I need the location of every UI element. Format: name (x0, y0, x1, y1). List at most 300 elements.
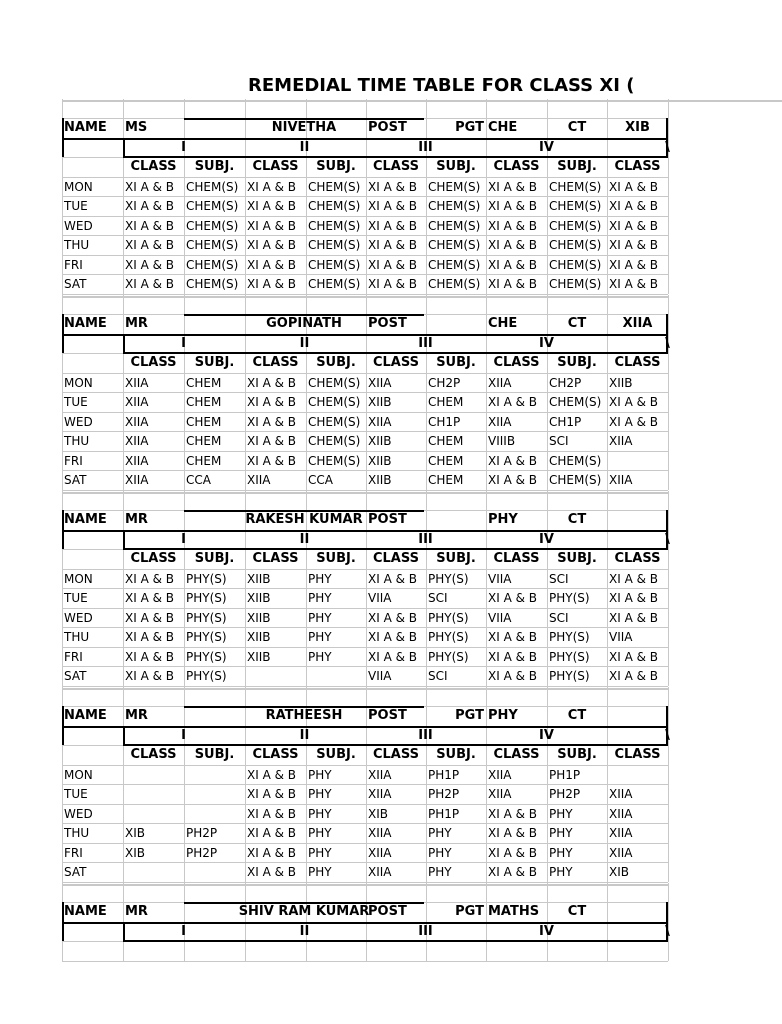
day-label: SAT (64, 865, 87, 879)
table-cell: XI A & B (368, 649, 418, 664)
table-cell: PHY(S) (549, 591, 590, 605)
period-number: II (299, 335, 310, 351)
class-header: CLASS (372, 747, 420, 762)
table-cell: XIIA (609, 787, 633, 801)
table-cell: PHY (549, 826, 573, 840)
day-row (62, 765, 782, 785)
table-cell: PHY (308, 630, 332, 644)
table-cell: PHY (308, 591, 332, 605)
ct-class: XIIA (622, 316, 653, 331)
table-cell: VIIA (488, 610, 512, 625)
period-row (62, 334, 782, 354)
day-row (62, 196, 782, 216)
table-cell (185, 804, 246, 824)
table-cell: XI A & B (488, 591, 538, 605)
table-cell: VIIA (368, 669, 392, 683)
table-cell: CHEM(S) (428, 238, 481, 252)
table-cell: XIIB (247, 571, 271, 586)
table-cell: CHEM(S) (308, 257, 361, 272)
grid-line (62, 688, 668, 690)
table-cell: PH2P (428, 787, 460, 801)
table-cell: CH2P (428, 375, 461, 390)
table-cell: XI A & B (488, 179, 538, 194)
post-label: POST (368, 316, 407, 331)
table-cell (608, 765, 669, 785)
table-cell: XI A & B (609, 238, 659, 252)
table-cell: CHEM(S) (308, 277, 361, 291)
table-cell: XIIA (488, 375, 512, 390)
table-cell (307, 666, 367, 686)
subj-header: SUBJ. (316, 355, 356, 370)
table-cell: XI A & B (488, 218, 538, 233)
day-label: MON (64, 571, 93, 586)
class-header: CLASS (252, 551, 299, 566)
table-cell: PH1P (549, 767, 581, 782)
table-cell: XI A & B (609, 218, 659, 233)
subj-header: SUBJ. (436, 159, 476, 174)
table-cell: CHEM(S) (186, 179, 239, 194)
day-row (62, 784, 782, 804)
table-cell: CHEM(S) (549, 277, 602, 291)
class-header: CLASS (130, 355, 177, 370)
table-cell: XIB (125, 826, 145, 840)
table-cell: CHEM(S) (308, 453, 361, 468)
table-cell: PHY(S) (549, 669, 590, 683)
table-cell: XI A & B (247, 414, 297, 429)
table-cell: PHY(S) (186, 630, 227, 644)
table-cell (608, 451, 669, 471)
day-label: WED (64, 218, 93, 233)
table-cell: CCA (308, 473, 333, 487)
day-label: TUE (64, 395, 88, 409)
day-row (62, 274, 782, 294)
table-cell: XI A & B (488, 277, 538, 291)
period-number: IV (539, 531, 554, 547)
subj-header: SUBJ. (316, 551, 356, 566)
class-header: CLASS (493, 355, 540, 370)
column-header-row (62, 549, 782, 569)
table-cell: XI A & B (609, 610, 659, 625)
teacher-header-row (62, 706, 782, 726)
day-row (62, 470, 782, 490)
period-number: II (299, 727, 310, 743)
table-cell: PHY (308, 865, 332, 879)
subject: PHY (488, 708, 518, 723)
table-cell: CHEM(S) (186, 218, 239, 233)
column-header-row (62, 745, 782, 765)
table-cell: CH1P (549, 414, 582, 429)
table-cell: XIIB (247, 630, 271, 644)
table-cell: SCI (549, 610, 569, 625)
subj-header: SUBJ. (194, 355, 235, 370)
table-cell: XI A & B (247, 787, 297, 801)
period-row (62, 530, 782, 550)
table-cell: XIIA (368, 414, 392, 429)
table-cell: PHY (428, 826, 452, 840)
day-row (62, 451, 782, 471)
table-cell: XI A & B (247, 179, 297, 194)
table-cell: PH2P (186, 826, 218, 840)
table-cell: XI A & B (609, 649, 659, 664)
table-cell: XI A & B (125, 218, 175, 233)
name-label: NAME (64, 708, 107, 723)
post-label: POST (368, 904, 407, 919)
table-cell: XI A & B (125, 669, 175, 683)
table-cell: XI A & B (488, 257, 538, 272)
table-cell: CHEM(S) (308, 414, 361, 429)
table-cell: XI A & B (125, 277, 175, 291)
table-cell: XI A & B (125, 238, 175, 252)
table-cell: XI A & B (368, 277, 418, 291)
table-cell: XIIA (368, 787, 392, 801)
teacher-header-row (62, 314, 782, 334)
table-cell: XI A & B (368, 218, 418, 233)
table-cell: XI A & B (609, 395, 659, 409)
day-row (62, 235, 782, 255)
table-cell: CHEM (186, 414, 222, 429)
period-number: IV (539, 139, 554, 155)
table-cell: XIB (368, 806, 388, 821)
period-number: \ (665, 335, 670, 351)
period-row (62, 138, 782, 158)
table-cell: XIIB (247, 649, 271, 664)
table-cell: XI A & B (247, 238, 297, 252)
class-header: CLASS (252, 747, 299, 762)
title-prefix: MR (125, 904, 148, 919)
day-row (62, 392, 782, 412)
table-cell: XIIA (125, 395, 149, 409)
class-header: CLASS (252, 355, 299, 370)
class-header: CLASS (493, 747, 540, 762)
table-cell: PHY(S) (428, 630, 469, 644)
table-cell: CHEM(S) (308, 434, 361, 448)
table-cell: XIIA (609, 434, 633, 448)
day-label: WED (64, 414, 93, 429)
class-header: CLASS (614, 551, 661, 566)
class-header: CLASS (372, 355, 420, 370)
subj-header: SUBJ. (194, 159, 235, 174)
table-cell: XIIA (125, 414, 149, 429)
table-cell (185, 784, 246, 804)
table-cell: XI A & B (125, 610, 175, 625)
class-header: CLASS (614, 747, 661, 762)
day-label: THU (64, 238, 90, 252)
subj-header: SUBJ. (436, 747, 476, 762)
day-label: THU (64, 630, 90, 644)
table-cell: PHY (428, 845, 452, 860)
ct-label: CT (567, 120, 587, 135)
class-header: CLASS (130, 747, 177, 762)
table-cell: CHEM (428, 473, 464, 487)
table-cell: XI A & B (488, 453, 538, 468)
day-row (62, 862, 782, 882)
table-cell: XIIB (247, 591, 271, 605)
day-label: FRI (64, 257, 83, 272)
day-label: MON (64, 179, 93, 194)
table-cell: XI A & B (247, 375, 297, 390)
table-cell: CHEM(S) (308, 199, 361, 213)
table-cell (124, 804, 185, 824)
table-cell: XIIB (368, 434, 392, 448)
day-label: FRI (64, 845, 83, 860)
period-number: I (181, 139, 186, 155)
grid-line (62, 296, 668, 298)
table-cell: XI A & B (609, 199, 659, 213)
ct-class (607, 510, 668, 530)
table-cell: XI A & B (609, 669, 659, 683)
table-cell: XI A & B (125, 571, 175, 586)
table-cell: SCI (549, 434, 569, 448)
post-label: POST (368, 708, 407, 723)
day-row (62, 666, 782, 686)
table-cell: XIIA (368, 767, 392, 782)
period-number: \ (665, 923, 670, 939)
period-number: I (181, 531, 186, 547)
day-label: TUE (64, 787, 88, 801)
period-number: I (181, 923, 186, 939)
table-cell: XI A & B (247, 218, 297, 233)
table-cell: XI A & B (609, 571, 659, 586)
post-value: PGT (455, 120, 484, 135)
table-cell: XIIB (368, 473, 392, 487)
name-label: NAME (64, 512, 107, 527)
table-cell: PHY(S) (428, 571, 469, 586)
table-cell: XIIA (368, 375, 392, 390)
period-number: IV (539, 335, 554, 351)
table-cell: CHEM (186, 453, 222, 468)
subj-header: SUBJ. (194, 747, 235, 762)
table-cell: CHEM(S) (549, 199, 602, 213)
ct-label: CT (567, 904, 587, 919)
table-cell: XI A & B (125, 649, 175, 664)
grid-line (62, 492, 668, 494)
table-cell: CHEM(S) (308, 179, 361, 194)
period-row (62, 922, 782, 942)
table-cell: CHEM (186, 375, 222, 390)
title-prefix: MR (125, 316, 148, 331)
table-cell: CHEM (428, 453, 464, 468)
table-cell: XIIA (247, 473, 271, 487)
subj-header: SUBJ. (557, 747, 597, 762)
subject: MATHS (488, 904, 540, 919)
subject: CHE (488, 316, 518, 331)
table-cell: XIIA (125, 434, 149, 448)
table-cell: CHEM (186, 395, 222, 409)
table-cell: CH1P (428, 414, 461, 429)
table-cell: XI A & B (247, 434, 297, 448)
day-row (62, 216, 782, 236)
page-title: REMEDIAL TIME TABLE FOR CLASS XI ( (248, 75, 635, 96)
table-cell: XI A & B (609, 179, 659, 194)
table-cell: XI A & B (609, 591, 659, 605)
table-cell: XIIA (609, 826, 633, 840)
table-cell: XI A & B (488, 649, 538, 664)
title-prefix: MS (125, 120, 148, 135)
subj-header: SUBJ. (436, 355, 476, 370)
table-cell: PHY(S) (549, 630, 590, 644)
day-row (62, 843, 782, 863)
table-cell (124, 765, 185, 785)
period-number: I (181, 335, 186, 351)
table-cell: XIIA (609, 806, 633, 821)
table-cell: CHEM (428, 395, 464, 409)
table-cell: XI A & B (247, 865, 297, 879)
table-cell: XI A & B (125, 591, 175, 605)
table-cell: XI A & B (125, 257, 175, 272)
table-cell: XIIB (247, 610, 271, 625)
subj-header: SUBJ. (557, 355, 597, 370)
table-cell: XI A & B (488, 630, 538, 644)
ct-class (607, 706, 668, 726)
table-cell: CHEM (186, 434, 222, 448)
table-cell (185, 862, 246, 882)
table-cell: XI A & B (368, 257, 418, 272)
table-cell: SCI (549, 571, 569, 586)
table-cell: PHY(S) (186, 610, 227, 625)
table-cell: XI A & B (488, 199, 538, 213)
table-cell: XI A & B (247, 277, 297, 291)
period-number: III (418, 139, 433, 155)
period-number: II (299, 531, 310, 547)
table-cell: XI A & B (247, 806, 297, 821)
table-cell: PHY (308, 845, 332, 860)
day-row (62, 412, 782, 432)
table-cell: CHEM(S) (549, 395, 602, 409)
table-cell: XIIA (609, 473, 633, 487)
day-label: THU (64, 826, 90, 840)
day-label: SAT (64, 473, 87, 487)
period-number: I (181, 727, 186, 743)
table-cell: XIIB (609, 375, 633, 390)
day-label: WED (64, 806, 93, 821)
table-cell: CHEM(S) (308, 395, 361, 409)
table-cell: CHEM(S) (549, 473, 602, 487)
period-number: III (418, 531, 433, 547)
table-cell: CHEM(S) (549, 218, 602, 233)
table-cell: XI A & B (368, 199, 418, 213)
table-cell: XI A & B (247, 767, 297, 782)
teacher-header-row (62, 902, 782, 922)
period-number: III (418, 923, 433, 939)
table-cell: CHEM(S) (186, 199, 239, 213)
class-header: CLASS (493, 551, 540, 566)
day-row (62, 177, 782, 197)
ct-label: CT (567, 316, 587, 331)
table-cell: PHY(S) (186, 571, 227, 586)
table-cell (124, 862, 185, 882)
table-cell: XI A & B (125, 630, 175, 644)
day-label: MON (64, 375, 93, 390)
post-value: PGT (455, 708, 484, 723)
table-cell: SCI (428, 591, 448, 605)
day-row (62, 431, 782, 451)
period-number: II (299, 923, 310, 939)
name-label: NAME (64, 316, 107, 331)
table-cell: CH2P (549, 375, 582, 390)
table-cell: XI A & B (247, 199, 297, 213)
table-cell: XI A & B (609, 257, 659, 272)
table-cell: CHEM(S) (428, 257, 481, 272)
period-number: IV (539, 923, 554, 939)
table-cell: XI A & B (488, 395, 538, 409)
table-cell: XI A & B (488, 826, 538, 840)
class-header: CLASS (130, 551, 177, 566)
table-cell: XIIA (609, 845, 633, 860)
table-cell: XIIA (125, 375, 149, 390)
subject: PHY (488, 512, 518, 527)
day-label: TUE (64, 591, 88, 605)
table-cell: PHY (308, 806, 332, 821)
table-cell: PHY(S) (428, 610, 469, 625)
table-cell: PH1P (428, 767, 460, 782)
table-cell: XIIB (368, 453, 392, 468)
table-cell: PHY(S) (186, 669, 227, 683)
table-cell: PHY (428, 865, 452, 879)
ct-label: CT (567, 512, 587, 527)
timetable-sheet (62, 0, 668, 1024)
table-cell: XI A & B (488, 669, 538, 683)
table-cell: PHY (308, 649, 332, 664)
table-cell: XI A & B (125, 179, 175, 194)
day-label: TUE (64, 199, 88, 213)
table-cell: VIIA (368, 591, 392, 605)
table-cell: XIIA (488, 414, 512, 429)
table-cell: XI A & B (368, 630, 418, 644)
table-cell: XI A & B (247, 826, 297, 840)
period-number: III (418, 335, 433, 351)
table-cell: PHY (549, 806, 573, 821)
period-number: III (418, 727, 433, 743)
table-cell: XI A & B (488, 865, 538, 879)
table-cell: CHEM(S) (186, 257, 239, 272)
teacher-name: NIVETHA (271, 120, 337, 135)
table-cell: PHY (308, 787, 332, 801)
table-cell (246, 666, 307, 686)
table-cell: CHEM(S) (428, 277, 481, 291)
post-value (426, 314, 486, 334)
table-cell: XIIA (368, 845, 392, 860)
table-cell: XI A & B (125, 199, 175, 213)
day-row (62, 608, 782, 628)
table-cell: CHEM(S) (428, 179, 481, 194)
day-label: WED (64, 610, 93, 625)
class-header: CLASS (372, 159, 420, 174)
table-cell: CHEM(S) (308, 375, 361, 390)
table-cell: CHEM(S) (549, 179, 602, 194)
table-cell: XI A & B (247, 395, 297, 409)
name-label: NAME (64, 904, 107, 919)
table-cell: CHEM(S) (186, 277, 239, 291)
table-cell: XI A & B (488, 845, 538, 860)
post-value (426, 510, 486, 530)
subj-header: SUBJ. (316, 747, 356, 762)
table-cell: PHY (308, 610, 332, 625)
class-header: CLASS (130, 159, 177, 174)
day-label: MON (64, 767, 93, 782)
table-cell: XI A & B (368, 179, 418, 194)
table-cell: PHY(S) (428, 649, 469, 664)
day-row (62, 569, 782, 589)
teacher-header-row (62, 510, 782, 530)
day-row (62, 588, 782, 608)
day-row (62, 255, 782, 275)
teacher-name: RATHEESH (265, 708, 343, 723)
table-cell: CHEM(S) (549, 238, 602, 252)
day-label: SAT (64, 669, 87, 683)
title-prefix: MR (125, 512, 148, 527)
ct-class: XIB (625, 120, 650, 135)
table-cell: CHEM(S) (308, 218, 361, 233)
